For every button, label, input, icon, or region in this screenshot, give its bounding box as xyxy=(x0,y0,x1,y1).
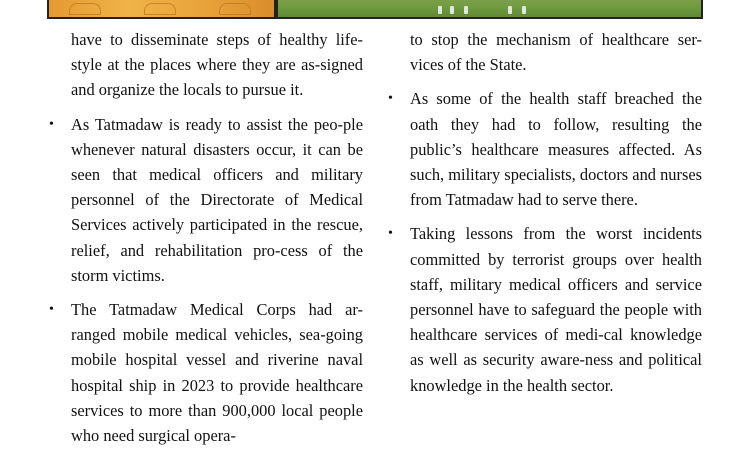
paragraph-continuation: have to disseminate steps of healthy life-style at the places where they are as-signed and organize the locals to pursue it. xyxy=(71,30,363,100)
photo-outdoor-field xyxy=(276,0,703,19)
photo-figure xyxy=(508,6,512,14)
photo-detail xyxy=(69,3,101,15)
left-column xyxy=(49,27,363,448)
bullet-icon: • xyxy=(49,302,54,318)
list-item xyxy=(49,112,363,288)
bullet-icon: • xyxy=(388,91,393,107)
photo-figure xyxy=(464,6,468,14)
list-item-text: The Tatmadaw Medical Corps had ar-ranged mobile medical vehicles, sea-going mobile hospital vessel and riverine naval hospital ship in 2023 to provide healthcare services to more than 900,000 local people who need surgical opera- xyxy=(71,300,363,446)
bullet-icon: • xyxy=(49,116,54,132)
list-item-text: As some of the health staff breached the oath they had to follow, resulting the public’s healthcare measures affected. As such, military specialists, doctors and nurses from Tatmadaw had to serve there. xyxy=(410,89,702,210)
list-item xyxy=(49,297,363,448)
photo-figure xyxy=(438,6,442,14)
list-item xyxy=(388,221,702,397)
photo-detail xyxy=(144,3,176,15)
bullet-icon: • xyxy=(388,226,393,242)
bullet-list xyxy=(49,112,363,449)
list-item xyxy=(388,86,702,212)
photo-indoor-ceremony xyxy=(47,0,276,19)
photo-figure xyxy=(522,6,526,14)
bullet-list xyxy=(388,86,702,397)
paragraph-continuation: to stop the mechanism of healthcare ser-vices of the State. xyxy=(410,30,702,75)
right-column xyxy=(388,27,702,398)
photo-figure xyxy=(450,6,454,14)
list-item-text: As Tatmadaw is ready to assist the peo-ple whenever natural disasters occur, it can be seen that medical officers and military personnel of the Directorate of Medical Services actively participated in the rescue, relief, and rehabilitation pro-cess of the storm victims. xyxy=(71,114,363,285)
list-item-text: Taking lessons from the worst incidents committed by terrorist groups over health staff, military medical officers and service personnel have to safeguard the people with healthcare services of medi-cal knowledge as well as security aware-ness and political knowledge in the health sector. xyxy=(410,224,702,395)
photo-detail xyxy=(219,3,251,15)
